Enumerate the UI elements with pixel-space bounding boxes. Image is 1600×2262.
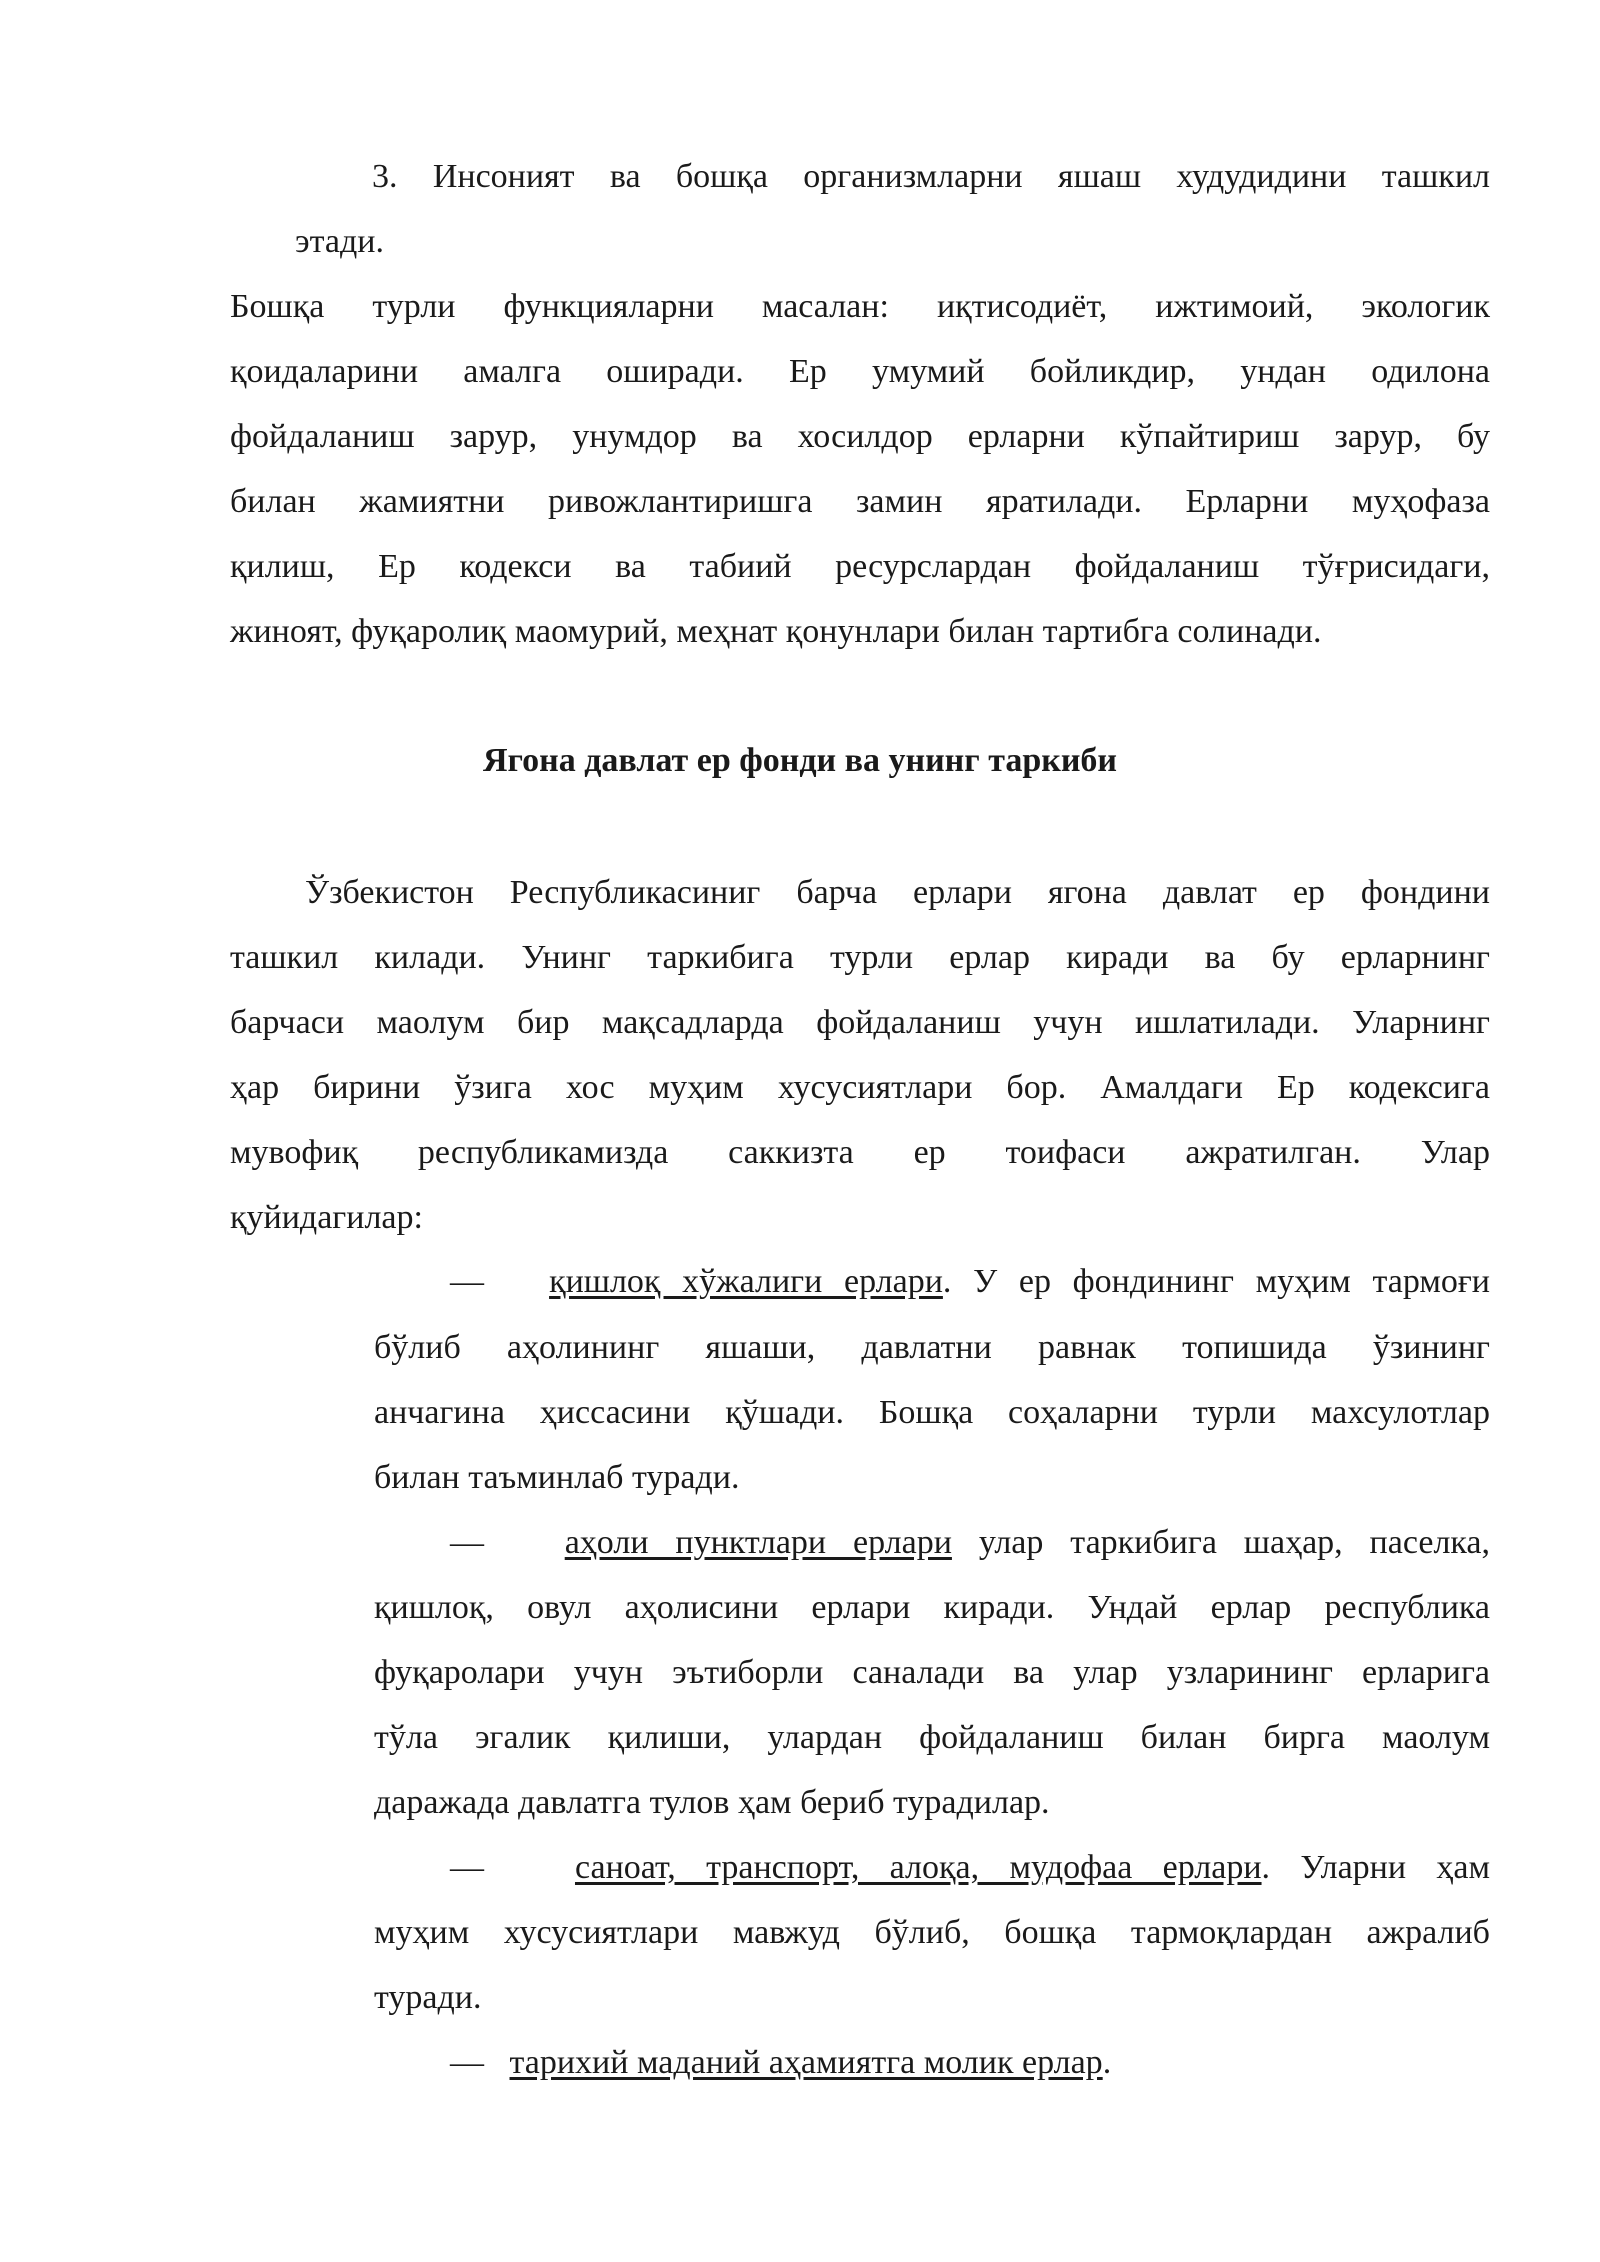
paragraph-line: қилиш, Ер кодекси ва табиий ресурслардан фойдаланиш тўғрисидаги, <box>230 548 1490 585</box>
paragraph-line: барчаси маолум бир мақсадларда фойдаланиш учун ишлатилади. Уларнинг <box>230 1004 1490 1041</box>
category-term: қишлоқ хўжалиги ерлари <box>549 1263 943 1300</box>
list-item-3-line1: 3. Инсоният ва бошқа организмларни яшаш худудидини ташкил <box>372 158 1490 195</box>
list-line: бўлиб аҳолининг яшаши, давлатни равнак топишида ўзининг <box>374 1329 1490 1366</box>
list-line: даражада давлатга тулов ҳам бериб турадилар. <box>374 1784 1050 1821</box>
list-line: муҳим хусусиятлари мавжуд бўлиб, бошқа тармоқлардан ажралиб <box>374 1914 1490 1951</box>
category-term: аҳоли пунктлари ерлари <box>564 1524 952 1561</box>
paragraph-line: қоидаларини амалга оширади. Ер умумий бойликдир, ундан одилона <box>230 353 1490 390</box>
land-category-item-2 <box>450 1523 1490 1563</box>
category-term: саноат, транспорт, алоқа, мудофаа ерлари <box>574 1849 1262 1886</box>
list-line: тўла эгалик қилиши, улардан фойдаланиш билан бирга маолум <box>374 1719 1490 1756</box>
paragraph-line: ҳар бирини ўзига хос муҳим хусусиятлари бор. Амалдаги Ер кодексига <box>230 1069 1490 1106</box>
paragraph-line: фойдаланиш зарур, унумдор ва хосилдор ерларни кўпайтириш зарур, бу <box>230 418 1490 455</box>
dash: — <box>450 2044 484 2081</box>
list-line: туради. <box>374 1979 482 2016</box>
paragraph-line: мувофиқ республикамизда саккизта ер тоифаси ажратилган. Улар <box>230 1134 1490 1171</box>
paragraph-line: қуйидагилар: <box>230 1199 423 1236</box>
list-line: фуқаролари учун эътиборли саналади ва улар узларининг ерларига <box>374 1654 1490 1691</box>
land-category-item-1 <box>450 1262 1490 1302</box>
paragraph-line: Бошқа турли функцияларни масалан: иқтисодиёт, ижтимоий, экологик <box>230 288 1490 325</box>
category-text: . У ер фондининг муҳим тармоғи <box>942 1263 1490 1300</box>
paragraph-line: ташкил килади. Унинг таркибига турли ерлар киради ва бу ерларнинг <box>230 939 1490 976</box>
category-text: . Уларни ҳам <box>1261 1849 1490 1886</box>
section-heading: Ягона давлат ер фонди ва унинг таркиби <box>482 742 1117 779</box>
category-text: . <box>1102 2044 1112 2081</box>
category-text: улар таркибига шаҳар, паселка, <box>951 1524 1491 1561</box>
list-line: билан таъминлаб туради. <box>374 1459 740 1496</box>
paragraph-line: Ўзбекистон Республикасиниг барча ерлари ягона давлат ер фондини <box>305 874 1490 911</box>
list-line: қишлоқ, овул аҳолисини ерлари киради. Ундай ерлар республика <box>374 1589 1490 1626</box>
dash: — <box>450 1263 484 1300</box>
land-category-item-4 <box>450 2043 1111 2083</box>
paragraph-line: жиноят, фуқаролиқ маомурий, меҳнат қонунлари билан тартибга солинади. <box>230 613 1322 650</box>
category-term: тарихий маданий аҳамиятга молик ерлар <box>509 2044 1103 2081</box>
land-category-item-3 <box>450 1848 1490 1888</box>
dash: — <box>450 1524 484 1561</box>
paragraph-line: билан жамиятни ривожлантиришга замин яратилади. Ерларни муҳофаза <box>230 483 1490 520</box>
list-line: анчагина ҳиссасини қўшади. Бошқа соҳаларни турли махсулотлар <box>374 1394 1490 1431</box>
dash: — <box>450 1849 484 1886</box>
list-item-3-line2: этади. <box>295 223 384 260</box>
